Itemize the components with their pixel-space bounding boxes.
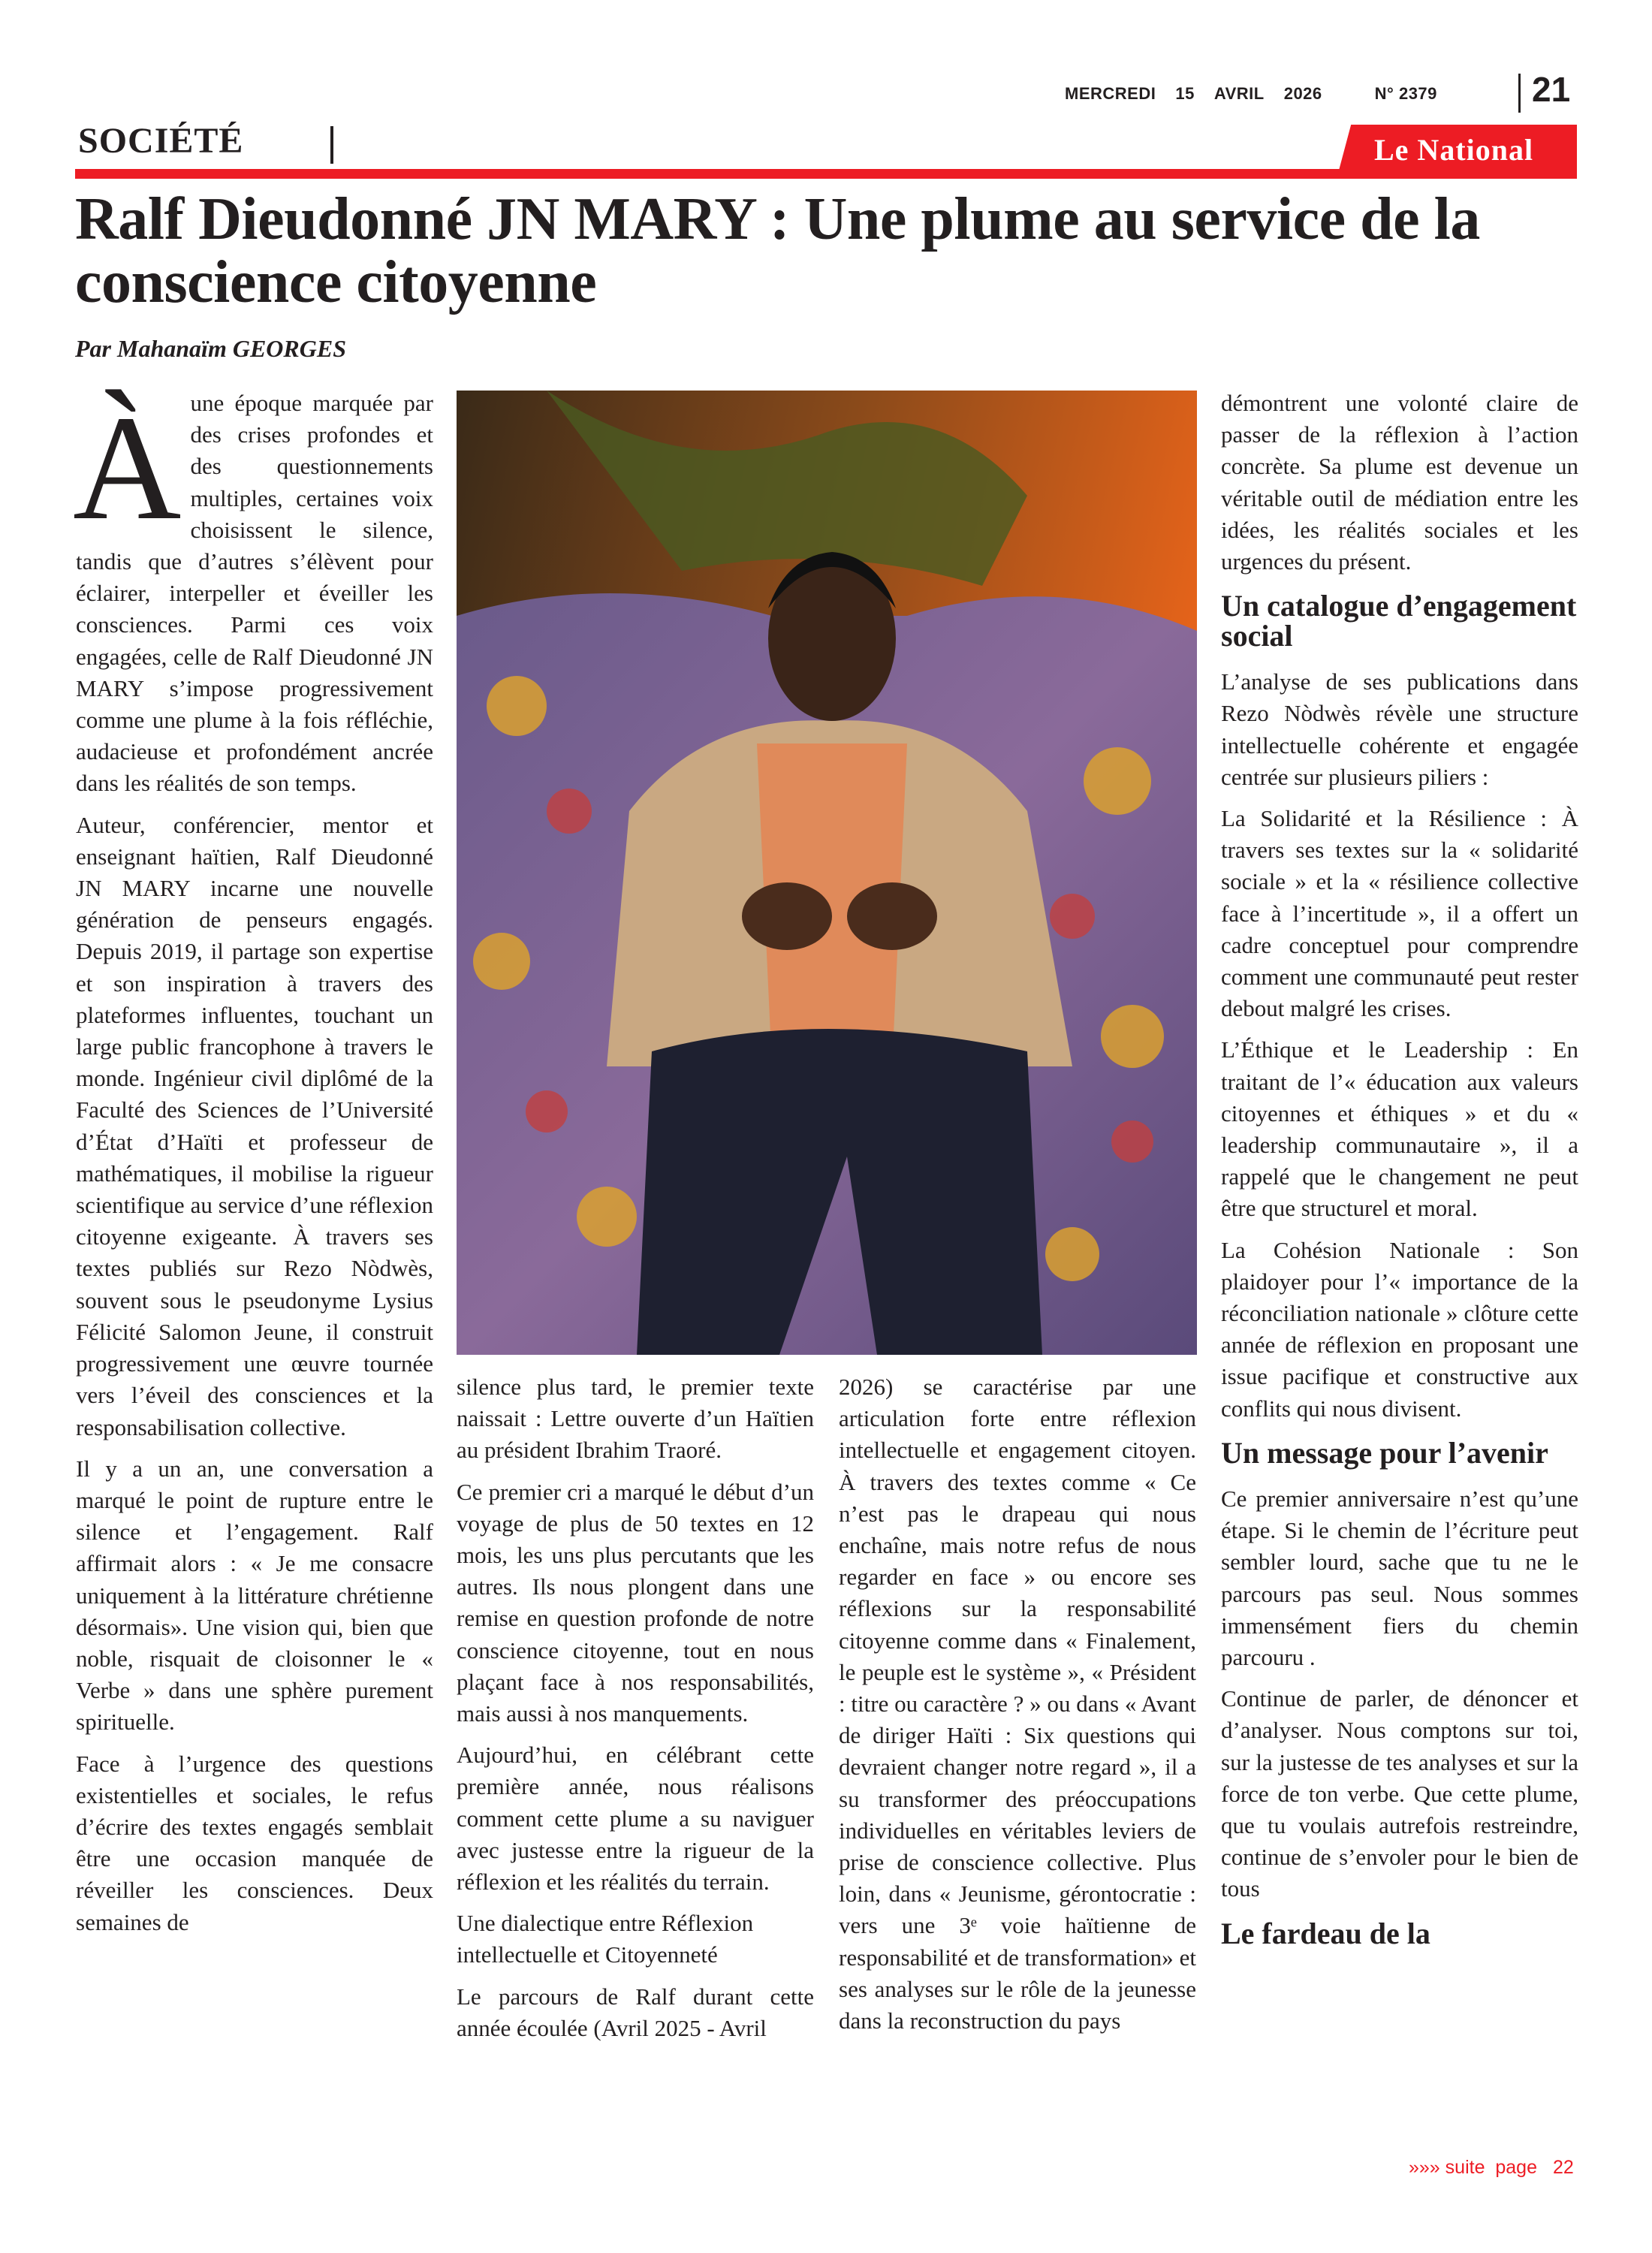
paragraph: L’analyse de ses publications dans Rezo Nòdwès révèle une structure intellectuelle cohérente et engagée centrée sur plusieurs piliers :: [1221, 668, 1578, 790]
column-4: [1221, 388, 1578, 1964]
subheading: Un message pour l’avenir: [1221, 1435, 1548, 1470]
paragraph: La Solidarité et la Résilience : À travers ses textes sur la « solidarité sociale » et la « résilience collective face à l’incertitude », il a offert un cadre conceptuel pour comprendre comment une communauté peut rester debout malgré les crises.: [1221, 805, 1578, 1022]
page-number-divider: [1518, 74, 1521, 113]
paragraph: [73, 385, 433, 800]
paragraph: Le parcours de Ralf durant cette année écoulée (Avril 2025 - Avril: [457, 1983, 814, 2041]
paragraph: Face à l’urgence des questions existentielles et sociales, le refus d’écrire des textes engagés semblait être une occasion manquée de réveiller les consciences. Deux semaines de: [76, 1750, 433, 1935]
paragraph-text: une époque marquée par des crises profondes et des questionnements multiples, certaines voix choisissent le silence, tandis que d’autres s’élèvent pour éclairer, interpeller et éveiller les consciences. Parmi ces voix engagées, celle de Ralf Dieudonné JN MARY s’impose progressivement comme une plume à la fois réfléchie, audacieuse et profondément ancrée dans les réalités de son temps.: [76, 390, 433, 797]
column-3: [839, 1371, 1196, 2046]
subheading: Une dialectique entre Réflexion intellectuelle et Citoyenneté: [457, 1910, 754, 1968]
byline: Par Mahanaïm GEORGES: [75, 335, 346, 362]
column-1: [73, 385, 433, 1948]
paragraph: silence plus tard, le premier texte naissait : Lettre ouverte d’un Haïtien au président Ibrahim Traoré.: [457, 1374, 814, 1464]
continued-page: 22: [1552, 2157, 1574, 2178]
subheading: Un catalogue d’engagement social: [1221, 589, 1577, 653]
paragraph: Aujourd’hui, en célébrant cette première année, nous réalisons comment cette plume a su naviguer avec justesse entre la rigueur de la réflexion et les réalités du terrain.: [457, 1742, 814, 1896]
column-2: [457, 1371, 814, 2054]
section-divider: [330, 126, 333, 164]
paragraph: Ce premier anniversaire n’est qu’une étape. Si le chemin de l’écriture peut sembler lourd, sache que tu ne le parcours pas seul. Nous sommes immensément fiers du chemin parcouru .: [1221, 1485, 1578, 1670]
brand-logo: Le National: [1374, 133, 1534, 167]
date-number: 15: [1175, 84, 1195, 103]
date-month: AVRIL: [1213, 84, 1265, 103]
arrows-icon: »»»: [1409, 2157, 1440, 2178]
paragraph: 2026) se caractérise par une articulation forte entre réflexion intellectuelle et engagement citoyen. À travers des textes comme « Ce n’est pas le drapeau qui nous enchaîne, mais notre refus de nous regarder en face » ou encore ses réflexions sur la responsabilité citoyenne comme dans « Finalement, le peuple est le système », « Président : titre ou caractère ? » ou dans « Avant de diriger Haïti : Six questions qui devraient changer notre regard », il a su transformer des préoccupations individuelles en véritables leviers de prise de conscience collective. Plus loin, dans « Jeunisme, gérontocratie : vers une 3ᵉ voie haïtienne de responsabilité et de transformation» et ses analyses sur le rôle de la jeunesse dans la reconstruction du pays: [839, 1374, 1196, 2034]
date-day: MERCREDI: [1065, 84, 1156, 103]
issue-number: N° 2379: [1374, 84, 1437, 103]
continued-on-link[interactable]: [1409, 2157, 1574, 2179]
continued-label: suite page: [1445, 2157, 1537, 2178]
portrait-photo: [457, 391, 1197, 1355]
paragraph: Il y a un an, une conversation a marqué le point de rupture entre le silence et l’engagement. Ralf affirmait alors : « Je me consacre uniquement à la littérature chrétienne désormais». Une vision qui, bien que noble, risquait de cloisonner le « Verbe » dans une sphère purement spirituelle.: [76, 1455, 433, 1736]
date-year: 2026: [1283, 84, 1322, 103]
paragraph: démontrent une volonté claire de passer de la réflexion à l’action concrète. Sa plume est devenue un véritable outil de médiation entre les idées, les réalités sociales et les urgences du présent.: [1221, 390, 1578, 575]
paragraph: Ce premier cri a marqué le début d’un voyage de plus de 50 textes en 12 mois, les uns plus percutants que les autres. Ils nous plongent dans une remise en question profonde de notre conscience citoyenne, tout en nous plaçant face à nos responsabilités, mais aussi à nos manquements.: [457, 1478, 814, 1727]
page-number: 21: [1532, 70, 1571, 109]
paragraph: Auteur, conférencier, mentor et enseignant haïtien, Ralf Dieudonné JN MARY incarne une nouvelle génération de penseurs engagés. Depuis 2019, il partage son expertise et son inspiration à travers des plateformes influentes, touchant un large public francophone à travers le monde. Ingénieur civil diplômé de la Faculté des Sciences de l’Université d’État d’Haïti et professeur de mathématiques, il mobilise la rigueur scientifique au service d’une réflexion citoyenne exigeante. À travers ses textes publiés sur Rezo Nòdwès, souvent sous le pseudonyme Lysius Félicité Salomon Jeune, il construit progressivement une œuvre tournée vers l’éveil des consciences et la responsabilisation collective.: [76, 811, 433, 1440]
paragraph: Continue de parler, de dénoncer et d’analyser. Nous comptons sur toi, sur la justesse de tes analyses et sur la force de ton verbe. Que cette plume, que tu voulais autrefois restreindre, continue de s’envoler pour le bien de tous: [1221, 1685, 1578, 1902]
photo-illustration: [457, 391, 1197, 1355]
section-label: SOCIÉTÉ: [78, 121, 244, 161]
subheading: Le fardeau de la: [1221, 1916, 1430, 1950]
article-title: Ralf Dieudonné JN MARY : Une plume au service de la conscience citoyenne: [75, 186, 1480, 315]
paragraph: L’Éthique et le Leadership : En traitant de l’« éducation aux valeurs citoyennes et éthiques » et du « leadership communautaire », il a rappelé que le changement ne peut être que structurel et moral.: [1221, 1036, 1578, 1222]
paragraph: La Cohésion Nationale : Son plaidoyer pour l’« importance de la réconciliation nationale » clôture cette année de réflexion en proposant une issue pacifique et constructive aux conflits qui nous divisent.: [1221, 1236, 1578, 1422]
drop-cap: À: [73, 385, 182, 551]
dateline: [1065, 84, 1457, 104]
